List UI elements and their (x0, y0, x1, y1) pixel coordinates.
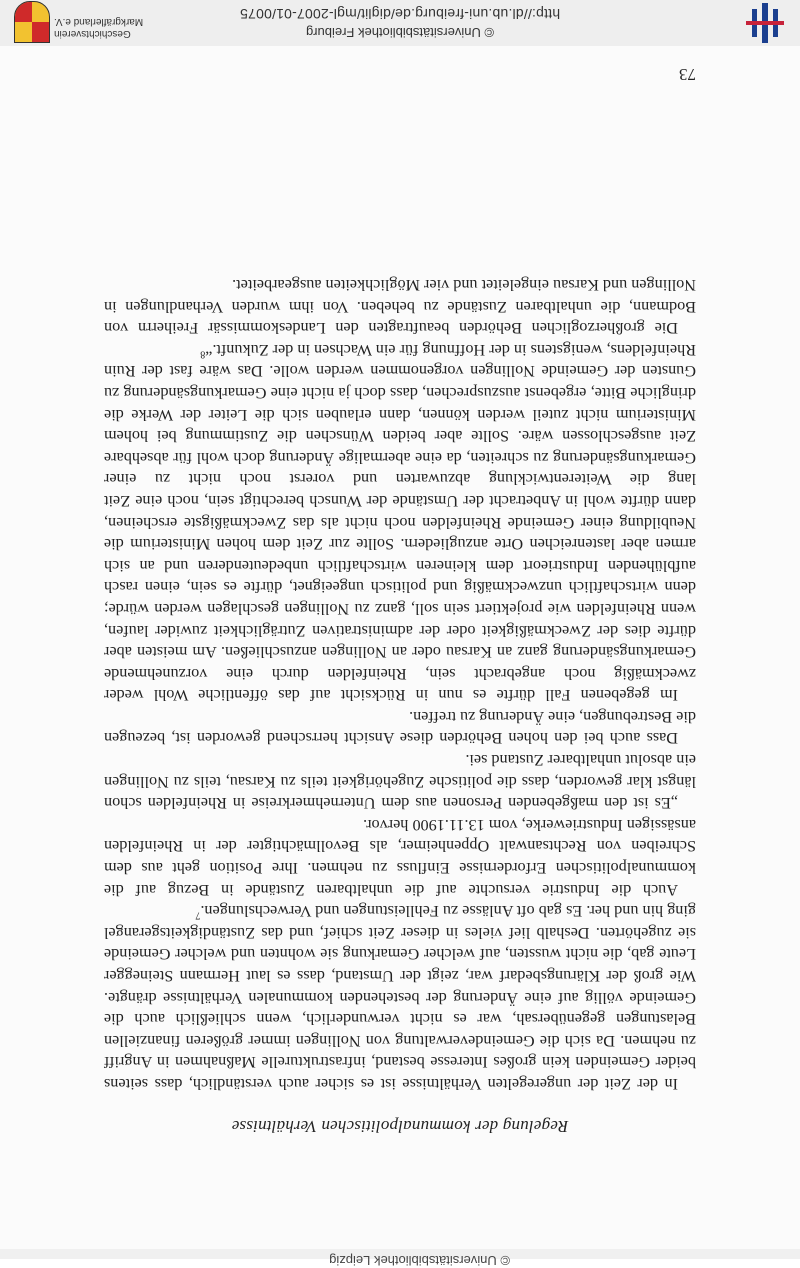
university-library-logo-icon (746, 3, 784, 43)
section-heading: Regelung der kommunalpolitischen Verhältnisse (231, 1117, 569, 1136)
society-name (54, 15, 143, 39)
footer-attribution (210, 5, 590, 41)
paragraph-text: In der Zeit der ungeregelten Verhältnisse ist es sicher auch verständlich, dass seitens beider Gemeinden kein großes Interesse bestand, infrastrukturelle Maßnahmen in Angriff zu nehmen. Da sich die Gemeindeverwaltung von Nollingen immer größeren finanziellen Belastungen gegenübersah, war es nicht verwunderlich, wenn schließlich auch die Gemeinde völlig auf eine Änderung der bestehenden kommunalen Verhältnisse drängte. Wie groß der Klärungsbedarf war, zeigt der Umstand, dass es laut Hermann Steinegger Leute gab, die nicht wussten, auf welcher Gemarkung sie wohnten und welcher Gemeinde sie zugehörten. Deshalb lief vieles in dieser Zeit schief, und das Zuständigkeitsgerangel ging hin und her. Es gab oft Anlässe zu Fehlleistungen und Verwechslungen. (104, 902, 696, 1093)
paragraph: Auch die Industrie versuchte auf die unhaltbaren Zustände in Bezug auf die kommunalpolitischen Erfordernisse Einfluss zu nehmen. Ihre Position geht aus dem Schreiben von Rechtsanwalt Oppenheimer, als Bevollmächtigter der in Rheinfelden ansässigen Industriewerke, vom 13.11.1900 hervor. (104, 815, 696, 899)
page-number: 73 (679, 65, 696, 84)
paragraph (104, 900, 696, 1094)
society-name-line: Markgräflerland e.V. (54, 16, 144, 27)
coat-of-arms-icon (14, 1, 50, 43)
paragraph: Die großherzoglichen Behörden beauftragten den Landeskommissär Freiherrn von Bodmann, die unhaltbaren Zustände zu beheben. Von ihm wurden Verhandlungen in Nollingen und Karsau eingeleitet und vier Möglichkeiten ausgearbeitet. (104, 276, 696, 338)
paragraph (104, 338, 696, 705)
society-logo (10, 1, 160, 45)
document-body (104, 65, 696, 1136)
paragraph: Dass auch bei den hohen Behörden diese Ansicht herrschend geworden ist, bezeugen die Bestrebungen, eine Änderung zu treffen. (104, 707, 696, 748)
footer-copyright: © Universitätsbibliothek Freiburg (305, 25, 495, 40)
paragraph: „Es ist den maßgebenden Personen aus dem Unternehmerkreise in Rheinfelden schon längst klar geworden, dass die politische Zugehörigkeit teils zu Karsau, teils zu Nollingen ein absolut unhaltbarer Zustand sei. (104, 751, 696, 813)
header-copyright: © Universitätsbibliothek Leipzig (329, 1253, 510, 1268)
society-name-line: Geschichtsverein (54, 28, 131, 39)
paragraph-text: Im gegebenen Fall dürfte es nun in Rücksicht auf das öffentliche Wohl weder zweckmäßig noch angebracht sein, Rheinfelden durch eine vorzunehmende Gemarkungsänderung ganz an Karsau oder an Nollingen anzuschließen. Am meisten aber dürfte dies der Zweckmäßigkeit oder der administrativen Zuträglichkeit zuwider laufen, wenn Rheinfelden wie projektiert sein soll, ganz zu Nollingen geschlagen werden würde; denn wirtschaftlich unzweckmäßig und politisch ungeeignet, dürfte es sein, einen rasch aufblühenden Industrieort dem kleineren wirtschaftlich unbedeutenderen und an sich armen aber lastenreichen Orte anzugliedern. Sollte zur Zeit dem hohen Ministerium die Neubildung einer Gemeinde Rheinfelden noch nicht als das Zweckmäßigste erscheinen, dann dürfte wohl in Anbetracht der Umstände der Wunsch berechtigt sein, noch eine Zeit lang die Weiterentwicklung abzuwarten und vorerst noch nicht zu einer Gemarkungsänderung zu schreiten, da eine abermalige Änderung doch wohl für absehbare Zeit ausgeschlossen wäre. Sollte aber beiden Wünschen die Zustimmung bei hohem Ministerium nicht zuteil werden können, dann erlauben sich die Leiter der Werke die dringliche Bitte, ergebenst auszusprechen, dass doch ja nicht eine Gemarkungsänderung zu Gunsten der Gemeinde Nollingen vorgenommen werden wolle. Das wäre fast der Ruin Rheinfeldens, wenigstens in der Hoffnung für ein Wachsen in der Zukunft.“ (104, 340, 696, 705)
footnote-marker: 8 (200, 348, 206, 360)
footnote-marker: 7 (195, 909, 201, 921)
header-strip (0, 1249, 800, 1268)
footer-url[interactable]: http://dl.ub.uni-freiburg.de/diglit/mgl-2007-01/0075 (239, 6, 561, 22)
